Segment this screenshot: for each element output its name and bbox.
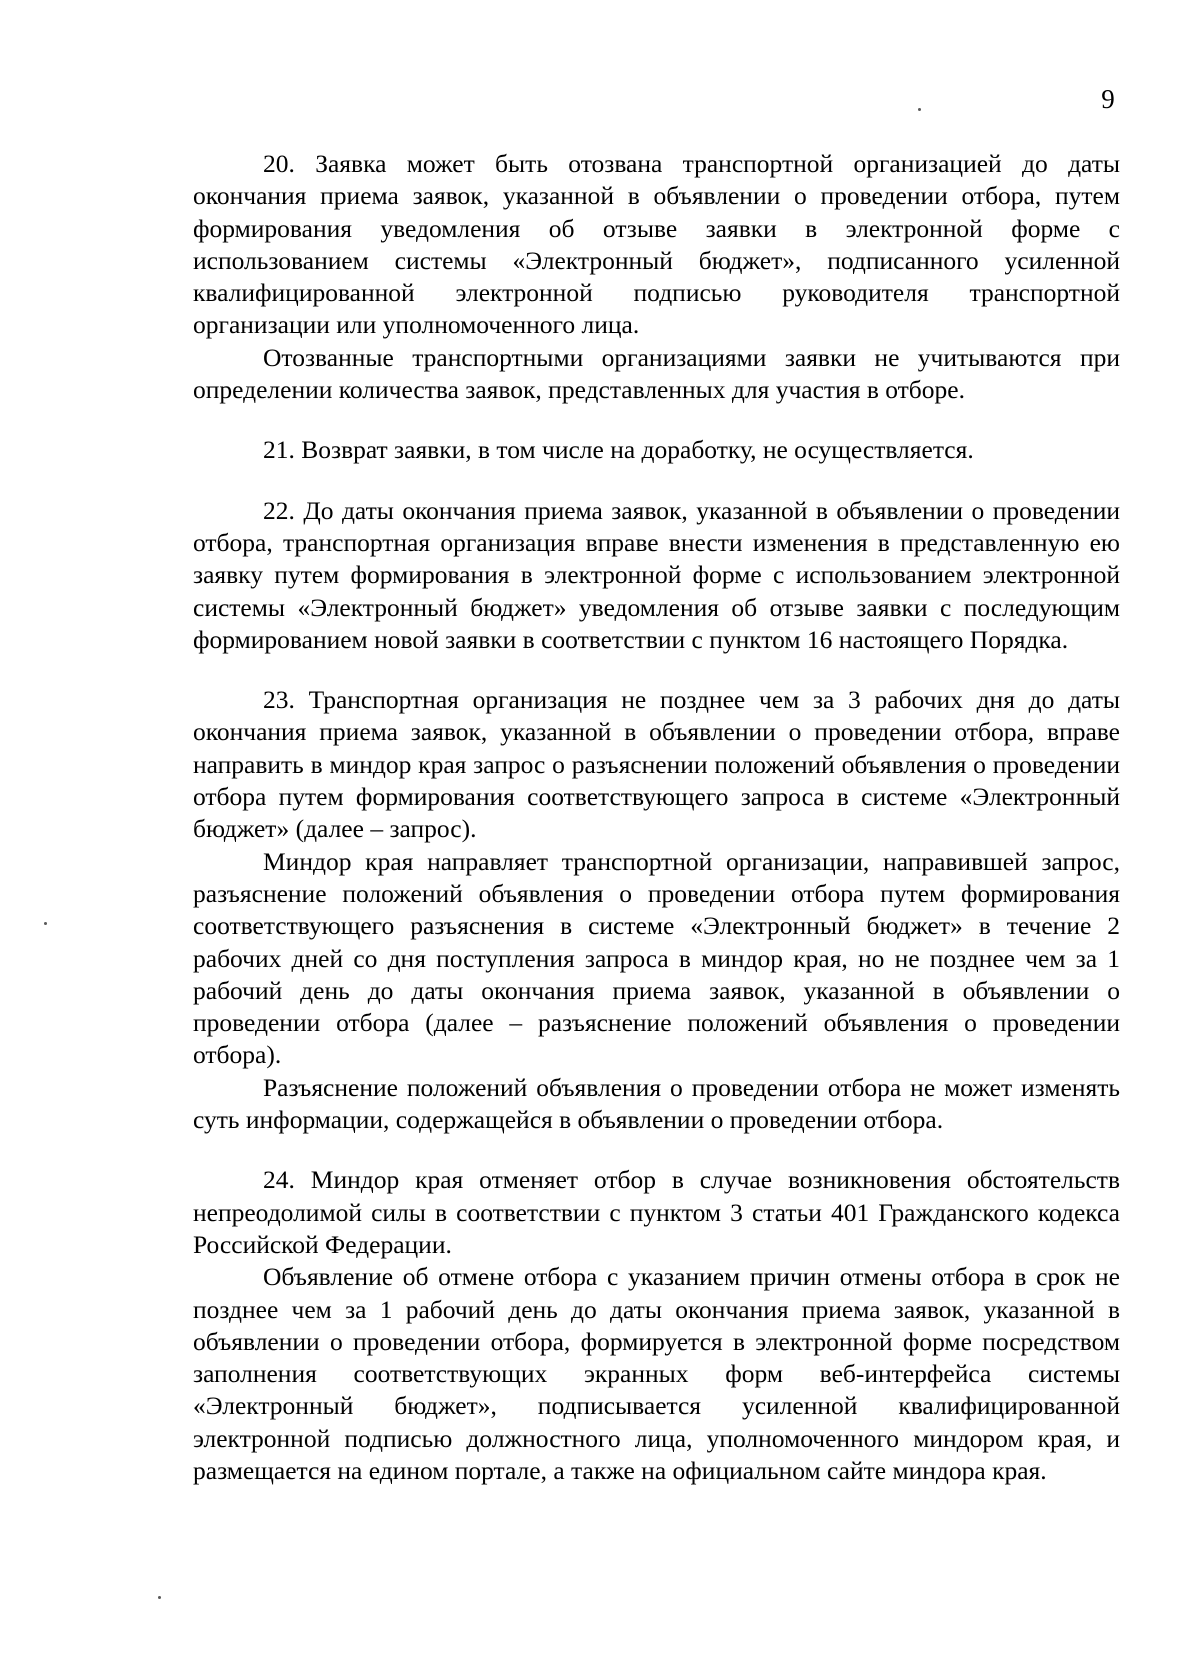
paragraph-22: 22. До даты окончания приема заявок, указанной в объявлении о проведении отбора, транспортная организация вправе внести изменения в представленную ею заявку путем формирования в электронной форме с использованием электронной системы «Электронный бюджет» уведомления об отзыве заявки с последующим формированием новой заявки в соответствии с пунктом 16 настоящего Порядка. bbox=[193, 495, 1120, 654]
paragraph-21: 21. Возврат заявки, в том числе на доработку, не осуществляется. bbox=[263, 435, 974, 465]
paragraph-20: 20. Заявка может быть отозвана транспортной организацией до даты окончания приема заявок, указанной в объявлении о проведении отбора, путем формирования уведомления об отзыве заявки в электронной форме с использованием системы «Электронный бюджет», подписанного усиленной квалифицированной электронной подписью руководителя транспортной организации или уполномоченного лица. bbox=[193, 149, 1120, 340]
paragraph-23: 23. Транспортная организация не позднее чем за 3 рабочих дня до даты окончания приема заявок, указанной в объявлении о проведении отбора, вправе направить в миндор края запрос о разъяснении положений объявления о проведении отбора путем формирования соответствующего запроса в системе «Электронный бюджет» (далее – запрос). bbox=[193, 685, 1120, 844]
scan-speck bbox=[158, 1596, 161, 1599]
paragraph-23-limitation: Разъяснение положений объявления о проведении отбора не может изменять суть информации, содержащейся в объявлении о проведении отбора. bbox=[193, 1072, 1120, 1135]
paragraph-24: 24. Миндор края отменяет отбор в случае возникновения обстоятельств непреодолимой силы в соответствии с пунктом 3 статьи 401 Гражданского кодекса Российской Федерации. bbox=[193, 1165, 1120, 1259]
scan-speck bbox=[918, 108, 921, 111]
document-body bbox=[193, 148, 1120, 1487]
paragraph-24-notice: Объявление об отмене отбора с указанием причин отмены отбора в срок не позднее чем за 1 рабочий день до даты окончания приема заявок, указанной в объявлении о проведении отбора, формируется в электронной форме посредством заполнения соответствующих экранных форм веб-интерфейса системы «Электронный бюджет», подписывается усиленной квалифицированной электронной подписью должностного лица, уполномоченного миндором края, и размещается на едином портале, а также на официальном сайте миндора края. bbox=[193, 1262, 1120, 1485]
scan-speck bbox=[44, 922, 47, 925]
page-number: 9 bbox=[1101, 84, 1115, 114]
paragraph-23-response: Миндор края направляет транспортной организации, направившей запрос, разъяснение положений объявления о проведении отбора путем формирования соответствующего разъяснения в системе «Электронный бюджет» в течение 2 рабочих дней со дня поступления запроса в миндор края, но не позднее чем за 1 рабочий день до даты окончания приема заявок, указанной в объявлении о проведении отбора (далее – разъяснение положений объявления о проведении отбора). bbox=[193, 846, 1120, 1070]
paragraph-20-continuation: Отозванные транспортными организациями заявки не учитываются при определении количества заявок, представленных для участия в отборе. bbox=[193, 342, 1120, 405]
